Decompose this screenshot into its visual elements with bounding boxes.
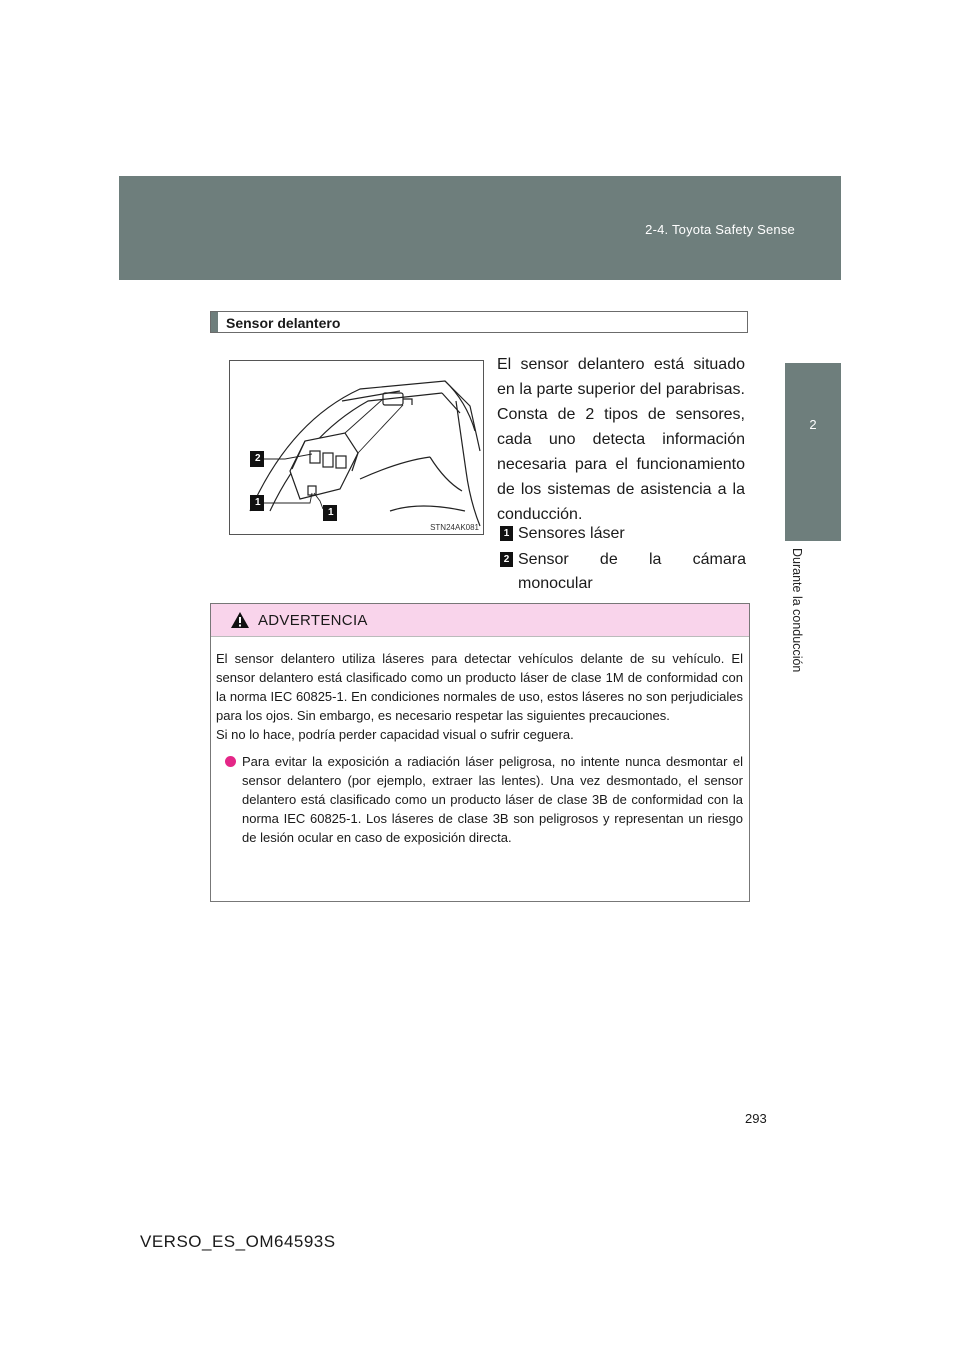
legend-number-badge: 1 (500, 526, 513, 541)
footer-document-code: VERSO_ES_OM64593S (140, 1232, 336, 1251)
warning-triangle-icon (230, 611, 250, 629)
callout-1-right: 1 (328, 507, 334, 518)
callout-2: 2 (255, 453, 261, 464)
legend-item-camera (500, 548, 746, 596)
legend-item-laser (500, 522, 746, 546)
heading-accent-bar (211, 312, 218, 332)
warning-body (216, 649, 743, 744)
legend-number-badge: 2 (500, 552, 513, 567)
chapter-tab (785, 363, 841, 541)
legend-label: Sensor de la cámara (518, 551, 746, 568)
warning-paragraph-consequence: Si no lo hace, podría perder capacidad visual o sufrir ceguera. (216, 727, 574, 742)
warning-paragraph: El sensor delantero utiliza láseres para detectar vehículos delante de su vehículo. El sensor delantero está clasificado como un producto láser de clase 1M de conformidad con la norma IEC 60825-1. En condiciones normales de uso, estos láseres no son perjudiciales para los ojos. Sin embargo, es necesario respetar las siguientes precauciones. (216, 651, 743, 723)
legend-label-continued: monocular (518, 575, 593, 592)
figure-code: STN24AK081 (430, 523, 479, 532)
windshield-sensor-drawing (230, 361, 483, 534)
sensor-illustration (229, 360, 484, 535)
bullet-dot-icon (225, 756, 236, 767)
chapter-title: Durante la conducción (790, 548, 804, 673)
warning-header (211, 604, 749, 637)
section-heading (210, 311, 748, 333)
header-band (119, 176, 841, 280)
body-paragraph: El sensor delantero está situado en la parte superior del parabrisas. Consta de 2 tipos de sensores, cada uno detecta información necesaria para el funcionamiento de los sistemas de asistencia a la conducción. (497, 356, 745, 523)
warning-title: ADVERTENCIA (258, 612, 368, 629)
section-heading-text: Sensor delantero (226, 315, 341, 331)
legend-label: Sensores láser (518, 525, 625, 542)
warning-box (210, 603, 750, 902)
chapter-number: 2 (809, 417, 817, 432)
warning-bullet-item (225, 752, 743, 847)
warning-bullet-text: Para evitar la exposición a radiación láser peligrosa, no intente nunca desmontar el sensor delantero (por ejemplo, extraer las lentes). Una vez desmontado, el sensor delantero está clasificado como un producto láser de clase 3B de conformidad con la norma IEC 60825-1. Los láseres de clase 3B son peligrosos y representan un riesgo de lesión ocular en caso de exposición directa. (242, 754, 743, 845)
header-section-title: 2-4. Toyota Safety Sense (645, 222, 795, 237)
callout-1-left: 1 (255, 497, 261, 508)
page-number: 293 (745, 1111, 767, 1126)
